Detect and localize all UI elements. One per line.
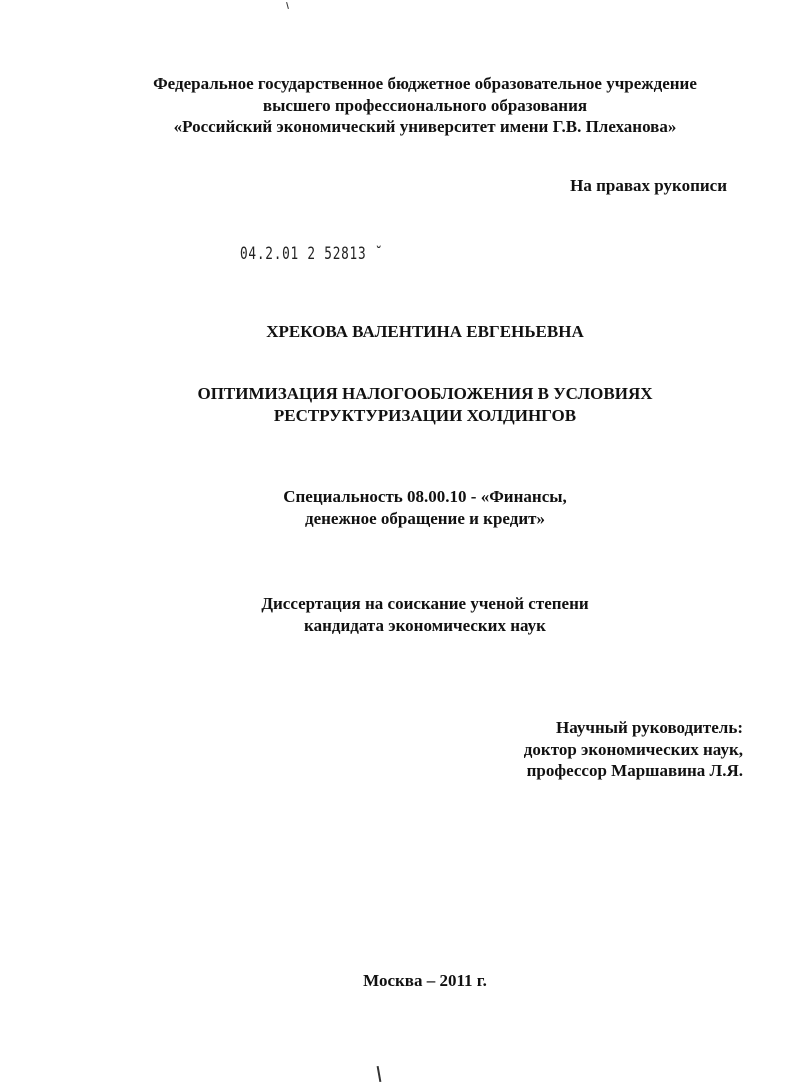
manuscript-note: На правах рукописи xyxy=(570,176,727,195)
scan-mark-bottom xyxy=(377,1066,382,1082)
city-year: Москва – 2011 г. xyxy=(363,971,487,990)
title-line: ОПТИМИЗАЦИЯ НАЛОГООБЛОЖЕНИЯ В УСЛОВИЯХ xyxy=(197,384,653,403)
degree-line: кандидата экономических наук xyxy=(304,615,546,635)
supervisor-line: доктор экономических наук, xyxy=(523,739,743,759)
specialty-line: Специальность 08.00.10 - «Финансы, xyxy=(283,487,567,506)
supervisor-line: Научный руководитель: xyxy=(556,718,743,737)
scan-mark-top xyxy=(286,2,289,9)
degree-statement xyxy=(0,593,795,636)
specialty xyxy=(0,486,795,529)
institution-line: Федеральное государственное бюджетное образовательное учреждение xyxy=(153,74,697,93)
institution-line: «Российский экономический университет имени Г.В. Плеханова» xyxy=(173,117,677,136)
supervisor-block xyxy=(524,717,743,782)
specialty-line: денежное обращение и кредит» xyxy=(304,508,545,528)
author-name: ХРЕКОВА ВАЛЕНТИНА ЕВГЕНЬЕВНА xyxy=(266,322,584,341)
degree-line: Диссертация на соискание ученой степени xyxy=(261,594,589,613)
institution-header xyxy=(0,73,795,138)
institution-line: высшего профессионального образования xyxy=(262,95,588,115)
registration-stamp: 04.2.01 2 52813 ˘ xyxy=(240,244,384,264)
title-line: РЕСТРУКТУРИЗАЦИИ ХОЛДИНГОВ xyxy=(273,405,577,425)
supervisor-line: профессор Маршавина Л.Я. xyxy=(526,761,743,780)
dissertation-title xyxy=(0,383,795,426)
